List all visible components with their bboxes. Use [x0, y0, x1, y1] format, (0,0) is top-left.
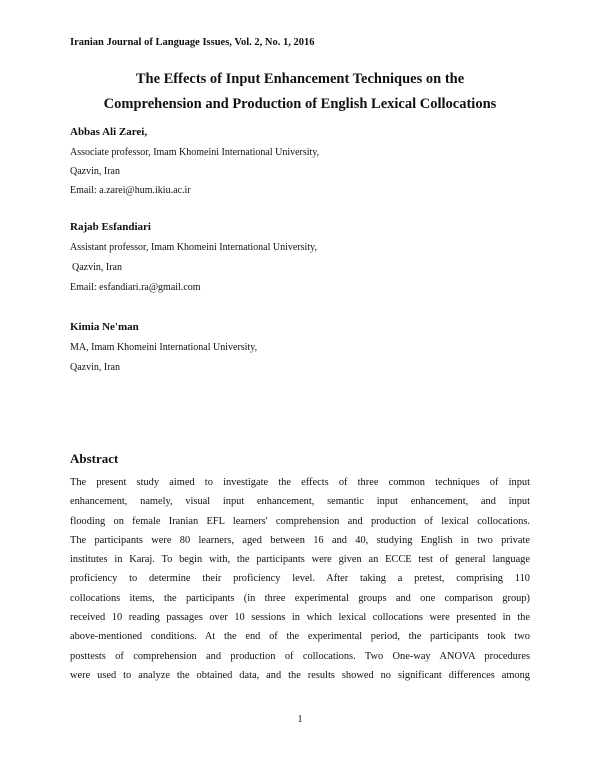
abstract-line: The present study aimed to investigate the effects of three common techniques of input	[70, 477, 530, 488]
author-email: Email: a.zarei@hum.ikiu.ac.ir	[70, 185, 191, 196]
author-position: MA, Imam Khomeini International University,	[70, 342, 258, 353]
abstract-line: posttests of comprehension and production of collocations. Two One-way ANOVA procedures	[70, 650, 530, 662]
author-name: Kimia Ne'man	[70, 321, 139, 333]
abstract-line: The participants were 80 learners, aged between 16 and 40, studying English in two private	[70, 534, 530, 546]
abstract-line: received 10 reading passages over 10 sessions in which lexical collocations were presented in the	[70, 612, 530, 624]
author-location: Qazvin, Iran	[72, 262, 122, 273]
author-position: Assistant professor, Imam Khomeini International University,	[70, 242, 317, 253]
author-location: Qazvin, Iran	[70, 166, 120, 177]
abstract-line: institutes in Karaj. To begin with, the participants were given an ECCE test of general language	[70, 554, 530, 566]
abstract-line: collocations items, the participants (in three experimental groups and one comparison group)	[70, 592, 530, 604]
author-position: Associate professor, Imam Khomeini International University,	[70, 147, 320, 158]
author-name: Abbas Ali Zarei,	[70, 126, 148, 138]
author-location: Qazvin, Iran	[70, 362, 120, 373]
abstract-body	[70, 473, 530, 685]
paper-title-line-1: The Effects of Input Enhancement Techniques on the	[135, 71, 465, 87]
abstract-line: above-mentioned conditions. At the end of the experimental period, the participants took two	[70, 631, 530, 643]
abstract-line: enhancement, namely, visual input enhancement, semantic input enhancement, and input	[70, 496, 530, 508]
journal-header: Iranian Journal of Language Issues, Vol. 2, No. 1, 2016	[70, 37, 315, 48]
author-name: Rajab Esfandiari	[70, 221, 151, 233]
abstract-heading: Abstract	[70, 451, 119, 466]
page-number: 1	[297, 714, 303, 725]
abstract-line: flooding on female Iranian EFL learners' comprehension and production of lexical collocations.	[70, 515, 530, 527]
abstract-line: were used to analyze the obtained data, and the results showed no significant differences among	[70, 669, 530, 681]
abstract-line: proficiency to determine their proficiency level. After taking a pretest, comprising 110	[70, 573, 530, 585]
paper-title-line-2: Comprehension and Production of English Lexical Collocations	[103, 96, 497, 112]
author-email: Email: esfandiari.ra@gmail.com	[70, 282, 201, 293]
